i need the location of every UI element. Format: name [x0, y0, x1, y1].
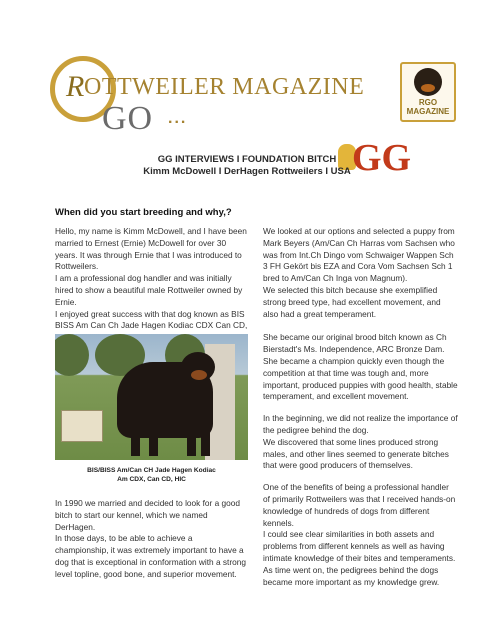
dog-muzzle [191, 370, 207, 380]
names-line: Kimm McDowell I DerHagen Rottweilers I USA [143, 166, 351, 177]
paragraph: I enjoyed great success with that dog known as BIS BISS Am Can Ch Jade Hagen Kodiac CDX Can CD, [55, 308, 248, 331]
logo-dots: ... [168, 110, 188, 127]
dog-head-icon [414, 68, 442, 96]
caption-line: Am CDX, Can CD, HIC [117, 476, 186, 483]
magazine-header [0, 0, 494, 140]
paragraph: We discovered that some lines produced strong males, and other lines seemed to generate bitches that were good producers of themselves. [263, 436, 449, 471]
caption-line: BIS/BISS Am/Can CH Jade Hagen Kodiac [87, 467, 216, 474]
photo-caption [55, 466, 248, 484]
rgo-badge-icon [400, 62, 456, 122]
right-column [263, 226, 458, 588]
paragraph: In 1990 we married and decided to look for a good bitch to start our kennel, which we named DerHagen. [55, 498, 240, 532]
paragraph: She became our original brood bitch known as Ch Bierstadt's Ms. Independence, ARC Bronze Dam. [263, 332, 447, 355]
paragraph: We looked at our options and selected a puppy from Mark Beyers (Am/Can Ch Harras vom Sachsen who was from Int.Ch Dingo vom Schwaiger Wappen Sch 3 FH Gekört bis EZA and Cora Vom Sachsen Sch 1 bred to Am/Can Ch Inga von Magnum). [263, 226, 455, 284]
left-column-top [55, 226, 248, 344]
article-question: When did you start breeding and why,? [55, 207, 232, 218]
tree-shape [55, 334, 89, 376]
dog-leg [201, 432, 210, 456]
paragraph: I am a professional dog handler and was initially hired to show a beautiful male Rottweiler owned by Ernie. [55, 273, 243, 307]
paragraph: One of the benefits of being a professional handler of primarily Rottweilers was that I received hands-on knowledge of hundreds of dogs from different kennels. [263, 482, 456, 528]
paragraph: We selected this bitch because she exemplified strong breed type, had excellent movement, and also had a great temperament. [263, 284, 441, 319]
logo-go: GO [102, 100, 154, 137]
paragraph: In those days, to be able to achieve a championship, it was extremely important to have a dog that is exceptional in conformation with a strong level topline, good bone, and superior movement. [55, 533, 246, 579]
paragraph: I could see clear similarities in both assets and problems from different kennels as well as having intimate knowledge of their bites and temperaments. [263, 529, 456, 563]
dog-leg [149, 432, 158, 456]
interviews-line: GG INTERVIEWS I FOUNDATION BITCH [157, 154, 337, 165]
award-sign [61, 410, 103, 442]
logo-title: OTTWEILER MAGAZINE [84, 74, 365, 100]
rottweiler-show-photo [55, 334, 248, 460]
logo-letter: R [66, 70, 85, 103]
paragraph: She became a champion quickly even though the competition at that time was tough and, more important, produced puppies with good health, stable temperament, and excellent movement. [263, 355, 458, 402]
paragraph: As time went on, the pedigrees behind the dogs became more important as my knowledge grew. [263, 564, 440, 587]
paragraph: In the beginning, we did not realize the importance of the pedigree behind the dog. [263, 413, 458, 435]
paragraph: Hello, my name is Kimm McDowell, and I have been married to Ernest (Ernie) McDowell for over 30 years. It was through Ernie that I was introduced to Rottweilers. [55, 226, 247, 272]
dog-leg [187, 432, 196, 456]
badge-text: RGO MAGAZINE [406, 98, 450, 116]
left-column-bottom [55, 498, 248, 581]
dog-leg [131, 432, 140, 456]
gg-letters: GG [352, 137, 412, 179]
